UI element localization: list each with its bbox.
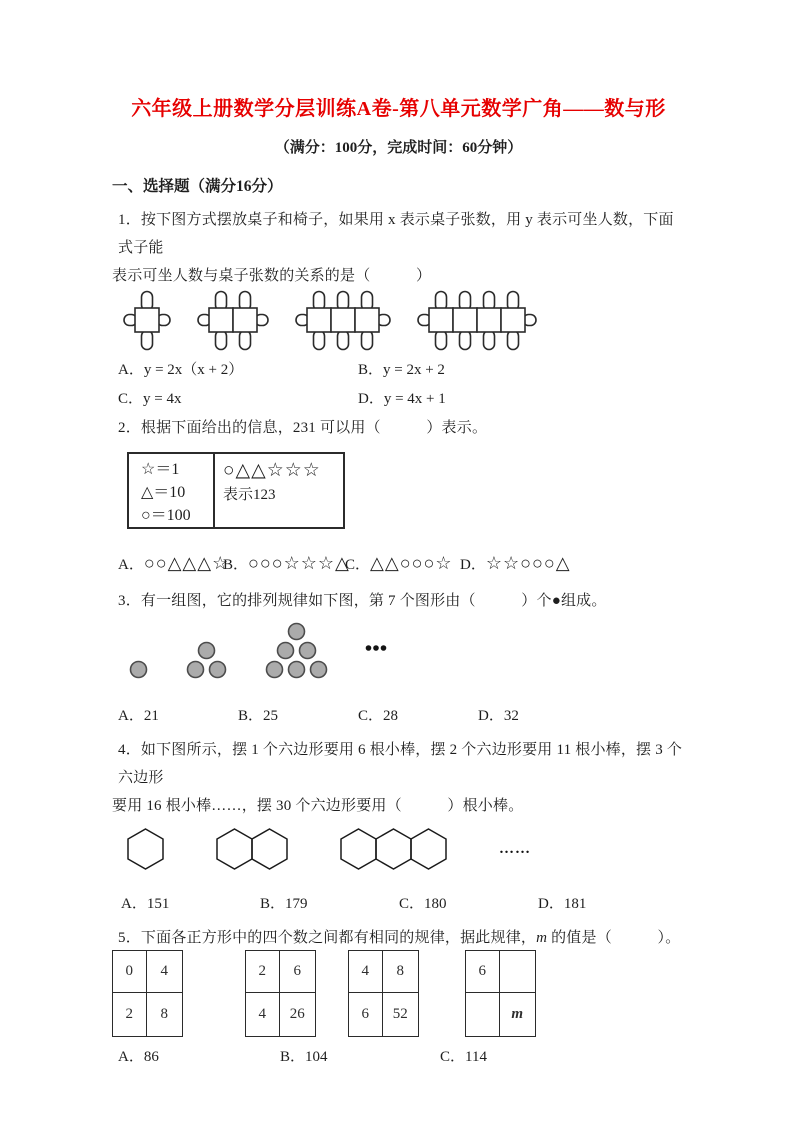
q2-legend-box — [127, 452, 345, 529]
variable-m: m — [536, 930, 548, 946]
ellipsis-dots-icon — [365, 644, 387, 652]
q2-options-row — [112, 549, 685, 579]
hexagon-figure-2 — [216, 828, 288, 870]
q3-option-d: D．32 — [478, 708, 519, 724]
q2-option-d: D．☆☆○○○△ — [460, 553, 571, 573]
grid-cell-m: m — [511, 1005, 524, 1022]
q1-option-b: B．y = 2x + 2 — [358, 362, 445, 378]
worksheet-content — [112, 0, 685, 1071]
q2-option-a: A．○○△△△☆ — [118, 553, 230, 573]
q2-option-b: B．○○○☆☆☆△ — [223, 553, 350, 573]
q4-option-b: B．179 — [260, 896, 308, 912]
ellipsis-text: …… — [499, 841, 531, 857]
q2-legend-star: ☆＝1 — [141, 461, 180, 478]
q2-option-c: C．△△○○○☆ — [345, 553, 453, 573]
q1-option-c: C．y = 4x — [118, 391, 182, 407]
hexagon-figure-1 — [127, 828, 164, 870]
q3-option-c: C．28 — [358, 708, 399, 724]
q3-options-row — [112, 702, 685, 730]
q1-text-line1: 1．按下图方式摆放桌子和椅子，如果用 x 表示桌子张数，用 y 表示可坐人数，下面式子能 — [118, 212, 674, 256]
q4-option-a: A．151 — [121, 896, 170, 912]
q5-option-a: A．86 — [118, 1049, 159, 1065]
q1-options-row1 — [112, 356, 685, 384]
hexagon-figure-3 — [340, 828, 447, 870]
q2-legend-cell — [129, 454, 215, 527]
q2-legend-circle: ○＝100 — [141, 507, 191, 524]
tables-figure-3 — [294, 290, 392, 351]
q1-option-a: A．y = 2x（x + 2） — [118, 362, 244, 378]
tables-figure-1 — [122, 290, 172, 351]
number-grid-1: 0 4 2 8 — [112, 950, 183, 1037]
q5-option-c: C．114 — [440, 1049, 487, 1065]
q3-dots-figure — [128, 621, 685, 680]
q5-text-line1: 5．下面各正方形中的四个数之间都有相同的规律，据此规律，m 的值是（ ）。 — [118, 930, 681, 946]
q1-options-row2 — [112, 384, 685, 414]
q2-legend-triangle: △＝10 — [141, 484, 186, 501]
dots-figure-3 — [264, 621, 329, 680]
q2-example-caption: 表示123 — [223, 487, 276, 503]
q3-option-b: B．25 — [238, 708, 279, 724]
number-grid-3: 4 8 6 52 — [348, 950, 419, 1037]
q1-option-d: D．y = 4x + 1 — [358, 391, 446, 407]
tables-figure-4 — [416, 290, 538, 351]
q2-example-symbols: ○△△☆☆☆ — [223, 460, 321, 481]
q5-options-row — [112, 1043, 685, 1071]
number-grid-2: 2 6 4 26 — [245, 950, 316, 1037]
page-subtitle: （满分：100分，完成时间：60分钟） — [274, 140, 523, 156]
dots-figure-2 — [185, 640, 228, 680]
q3-option-a: A．21 — [118, 708, 159, 724]
q1-text-line2: 表示可坐人数与桌子张数的关系的是（ ） — [112, 268, 432, 284]
section-heading: 一、选择题（满分16分） — [112, 178, 283, 195]
q2-text-line1: 2．根据下面给出的信息，231 可以用（ ）表示。 — [118, 420, 488, 436]
dots-figure-1 — [128, 659, 149, 680]
tables-figure-2 — [196, 290, 270, 351]
q4-options-row — [112, 890, 685, 918]
q5-option-b: B．104 — [280, 1049, 328, 1065]
q4-text-line2: 要用 16 根小棒……，摆 30 个六边形要用（ ）根小棒。 — [112, 798, 524, 814]
q3-text-line1: 3．有一组图，它的排列规律如下图，第 7 个图形由（ ）个●组成。 — [118, 593, 607, 609]
q4-option-d: D．181 — [538, 896, 587, 912]
q4-text-line1: 4．如下图所示，摆 1 个六边形要用 6 根小棒，摆 2 个六边形要用 11 根小棒，摆 3 个六边形 — [118, 742, 683, 786]
q4-hexagons-figure — [127, 828, 685, 870]
number-grid-4: 6 m — [465, 950, 536, 1037]
q1-tables-figure — [122, 290, 685, 351]
page-title: 六年级上册数学分层训练A卷-第八单元数学广角——数与形 — [131, 98, 666, 120]
q2-example-cell — [215, 454, 343, 527]
q5-grids-figure — [112, 950, 685, 1037]
q4-option-c: C．180 — [399, 896, 447, 912]
